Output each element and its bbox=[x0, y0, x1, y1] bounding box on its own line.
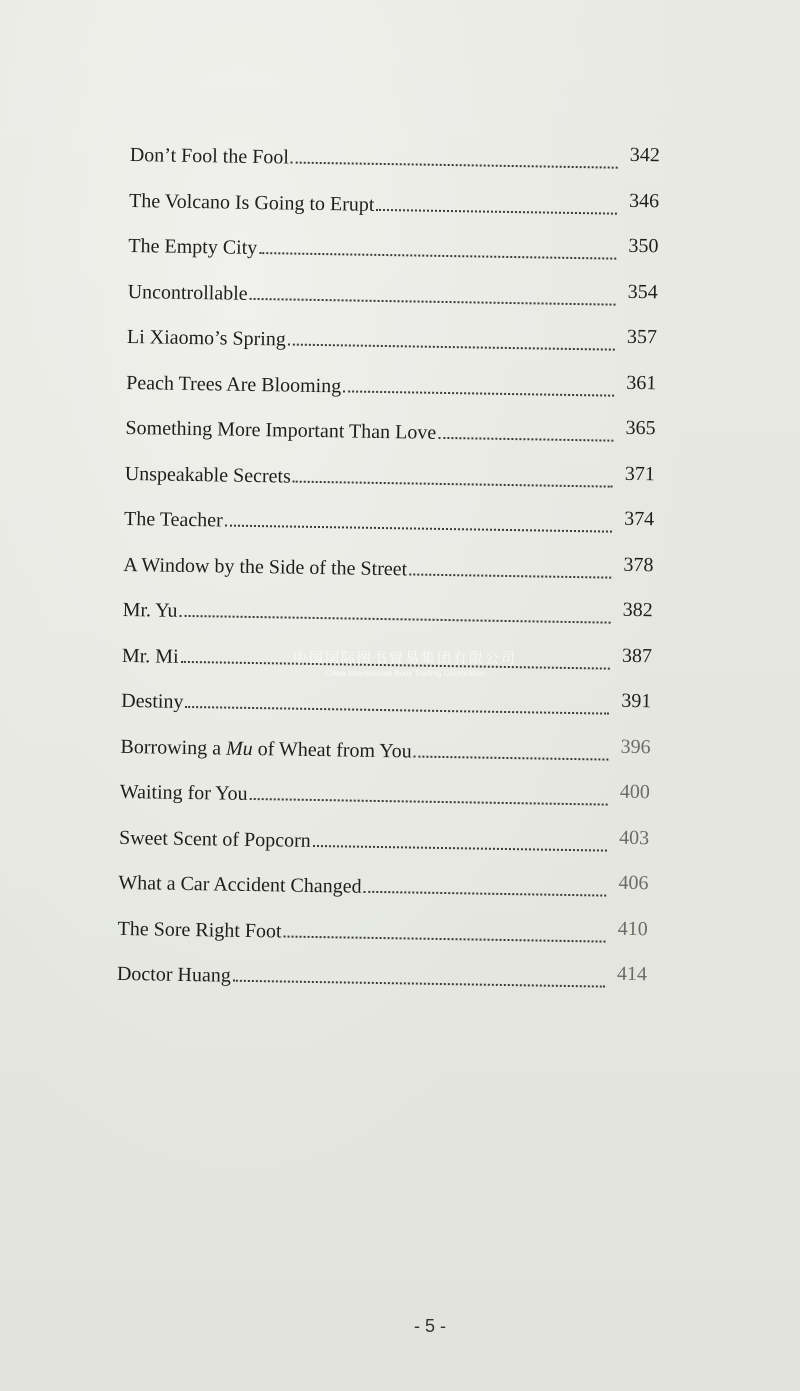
toc-entry bbox=[126, 325, 657, 379]
toc-entry bbox=[119, 780, 650, 834]
toc-entry bbox=[123, 552, 654, 606]
toc-title-italic-term: Mu bbox=[225, 737, 253, 760]
toc-entry bbox=[124, 461, 655, 515]
toc-entry-page: 354 bbox=[627, 280, 658, 303]
toc-entry-title: Unspeakable Secrets bbox=[124, 462, 292, 488]
toc-entry bbox=[127, 279, 658, 333]
dot-leader bbox=[185, 706, 609, 715]
toc-entry-page: 382 bbox=[622, 598, 653, 622]
dot-leader bbox=[376, 208, 617, 214]
toc-entry-title: Doctor Huang bbox=[116, 962, 231, 987]
dot-leader bbox=[313, 844, 607, 851]
toc-entry-page: 396 bbox=[620, 735, 651, 758]
toc-entry-title: The Empty City bbox=[128, 234, 258, 260]
toc-entry-page: 414 bbox=[616, 962, 648, 986]
toc-entry bbox=[125, 416, 656, 470]
dot-leader bbox=[409, 573, 611, 578]
toc-entry-page: 403 bbox=[618, 826, 650, 849]
toc-entry-title: Sweet Scent of Popcorn bbox=[118, 826, 311, 852]
toc-entry-page: 410 bbox=[617, 917, 648, 940]
table-of-contents bbox=[116, 143, 660, 1016]
toc-entry-title: Waiting for You bbox=[119, 780, 248, 805]
toc-entry-page: 391 bbox=[621, 689, 652, 713]
toc-entry-title: The Teacher bbox=[123, 507, 223, 532]
dot-leader bbox=[438, 437, 613, 442]
toc-entry-page: 378 bbox=[623, 553, 654, 576]
toc-entry bbox=[121, 689, 652, 743]
dot-leader bbox=[225, 525, 612, 533]
toc-title-part: Borrowing a bbox=[120, 735, 227, 760]
dot-leader bbox=[414, 755, 609, 760]
dot-leader bbox=[288, 344, 615, 351]
toc-entry-title: What a Car Accident Changed bbox=[118, 871, 362, 898]
dot-leader bbox=[343, 390, 614, 396]
toc-entry bbox=[124, 507, 655, 561]
page-number: - 5 - bbox=[413, 1316, 446, 1336]
toc-title-part: of Wheat from You bbox=[252, 737, 412, 762]
toc-entry-page: 342 bbox=[629, 143, 661, 167]
toc-entry-page: 361 bbox=[626, 371, 657, 394]
toc-entry-page: 374 bbox=[623, 507, 655, 531]
toc-entry-page: 350 bbox=[628, 234, 659, 258]
toc-entry-title: Li Xiaomo’s Spring bbox=[126, 325, 286, 351]
dot-leader bbox=[233, 980, 605, 988]
toc-entry-title: Uncontrollable bbox=[127, 280, 248, 305]
toc-entry-title: A Window by the Side of the Street bbox=[123, 553, 408, 580]
toc-entry-page: 371 bbox=[624, 462, 656, 485]
toc-entry bbox=[116, 962, 647, 1016]
dot-leader bbox=[364, 891, 607, 897]
dot-leader bbox=[179, 615, 610, 624]
dot-leader bbox=[250, 297, 616, 305]
toc-entry-page: 346 bbox=[628, 189, 660, 212]
toc-entry-page: 400 bbox=[619, 780, 651, 804]
toc-entry-title: Mr. Mi bbox=[121, 644, 179, 668]
toc-entry-title: Something More Important Than Love bbox=[125, 416, 437, 444]
watermark-chinese-text: 中国国际图书贸易集团有限公司 bbox=[293, 650, 517, 666]
toc-entry bbox=[122, 598, 653, 652]
toc-entry bbox=[117, 916, 648, 970]
toc-entry-title: The Volcano Is Going to Erupt bbox=[128, 189, 375, 216]
toc-entry bbox=[119, 825, 650, 879]
dot-leader bbox=[291, 162, 618, 169]
toc-entry-page: 365 bbox=[625, 416, 656, 440]
dot-leader bbox=[181, 660, 610, 669]
toc-entry bbox=[129, 188, 660, 242]
watermark-english-text: China International Book Trading Corporation bbox=[324, 669, 486, 678]
toc-entry-title bbox=[120, 734, 412, 763]
toc-entry bbox=[121, 643, 652, 697]
toc-entry-title: Destiny bbox=[121, 689, 184, 713]
toc-entry-page: 387 bbox=[621, 644, 653, 667]
dot-leader bbox=[283, 935, 605, 942]
dot-leader bbox=[293, 480, 613, 487]
toc-entry-title: The Sore Right Foot bbox=[117, 917, 282, 942]
toc-entry-title: Peach Trees Are Blooming bbox=[126, 371, 342, 397]
toc-entry-title: Mr. Yu bbox=[122, 598, 178, 622]
toc-entry-title: Don’t Fool the Fool bbox=[129, 143, 290, 169]
dot-leader bbox=[250, 798, 608, 806]
toc-entry bbox=[129, 143, 660, 197]
dot-leader bbox=[259, 252, 616, 260]
toc-entry-page: 406 bbox=[618, 871, 649, 895]
toc-entry-page: 357 bbox=[626, 325, 658, 349]
toc-entry bbox=[126, 370, 657, 424]
